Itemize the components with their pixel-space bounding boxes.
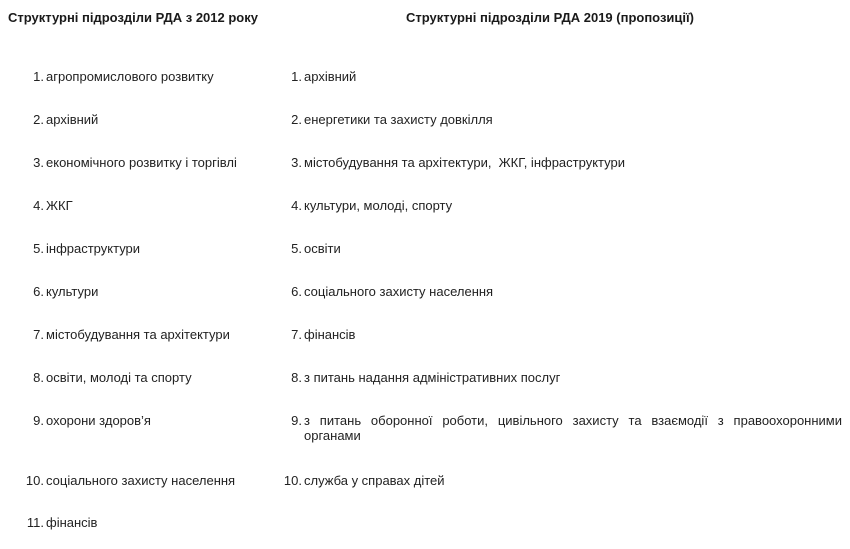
left-item-number: 8.: [33, 370, 44, 385]
left-item-text: агропромислового розвитку: [46, 69, 214, 84]
left-item-text: соціального захисту населення: [46, 473, 236, 488]
right-item-text: освіти: [304, 241, 341, 256]
right-item-text: архівний: [304, 69, 357, 84]
right-item-text: служба у справах дітей: [304, 473, 445, 488]
right-item-number: 2.: [291, 112, 302, 127]
left-item-number: 9.: [33, 413, 44, 428]
right-item-number: 4.: [291, 198, 302, 213]
left-item-number: 11.: [26, 515, 44, 530]
left-item-text: ЖКГ: [46, 198, 73, 213]
left-item-text: культури: [46, 284, 99, 299]
right-item-text: соціального захисту населення: [304, 284, 494, 299]
right-item-number: 9.: [291, 413, 302, 428]
left-item-number: 6.: [33, 284, 44, 299]
left-item-text: архівний: [46, 112, 99, 127]
left-item-text: містобудування та архітектури: [46, 327, 230, 342]
left-item-text: освіти, молоді та спорту: [46, 370, 192, 385]
header-2019: Структурні підрозділи РДА 2019 (пропозиції): [405, 10, 694, 25]
right-item-number: 10.: [283, 473, 302, 488]
right-item-text: з питань оборонної роботи, цивільного захисту та взаємодії з правоохоронними органами: [304, 413, 842, 443]
right-item-number: 7.: [291, 327, 302, 342]
right-item-number: 3.: [291, 155, 302, 170]
right-item-text: містобудування та архітектури, ЖКГ, інфраструктури: [304, 155, 625, 170]
left-item-text: фінансів: [46, 515, 98, 530]
right-item-text: культури, молоді, спорту: [304, 198, 453, 213]
left-item-number: 4.: [33, 198, 44, 213]
right-item-number: 5.: [291, 241, 302, 256]
right-item-text: енергетики та захисту довкілля: [304, 112, 493, 127]
right-item-number: 1.: [291, 69, 302, 84]
left-item-text: економічного розвитку і торгівлі: [46, 155, 237, 170]
left-item-number: 2.: [33, 112, 44, 127]
left-item-number: 10.: [25, 473, 44, 488]
left-item-text: інфраструктури: [46, 241, 141, 256]
left-item-number: 1.: [33, 69, 44, 84]
right-item-number: 8.: [291, 370, 302, 385]
right-item-number: 6.: [291, 284, 302, 299]
right-item-text: фінансів: [304, 327, 356, 342]
right-item-text: з питань надання адміністративних послуг: [304, 370, 561, 385]
left-item-number: 5.: [33, 241, 44, 256]
left-item-number: 7.: [33, 327, 44, 342]
header-2012: Структурні підрозділи РДА з 2012 року: [8, 10, 258, 25]
left-item-text: охорони здоров’я: [46, 413, 151, 428]
left-item-number: 3.: [33, 155, 44, 170]
